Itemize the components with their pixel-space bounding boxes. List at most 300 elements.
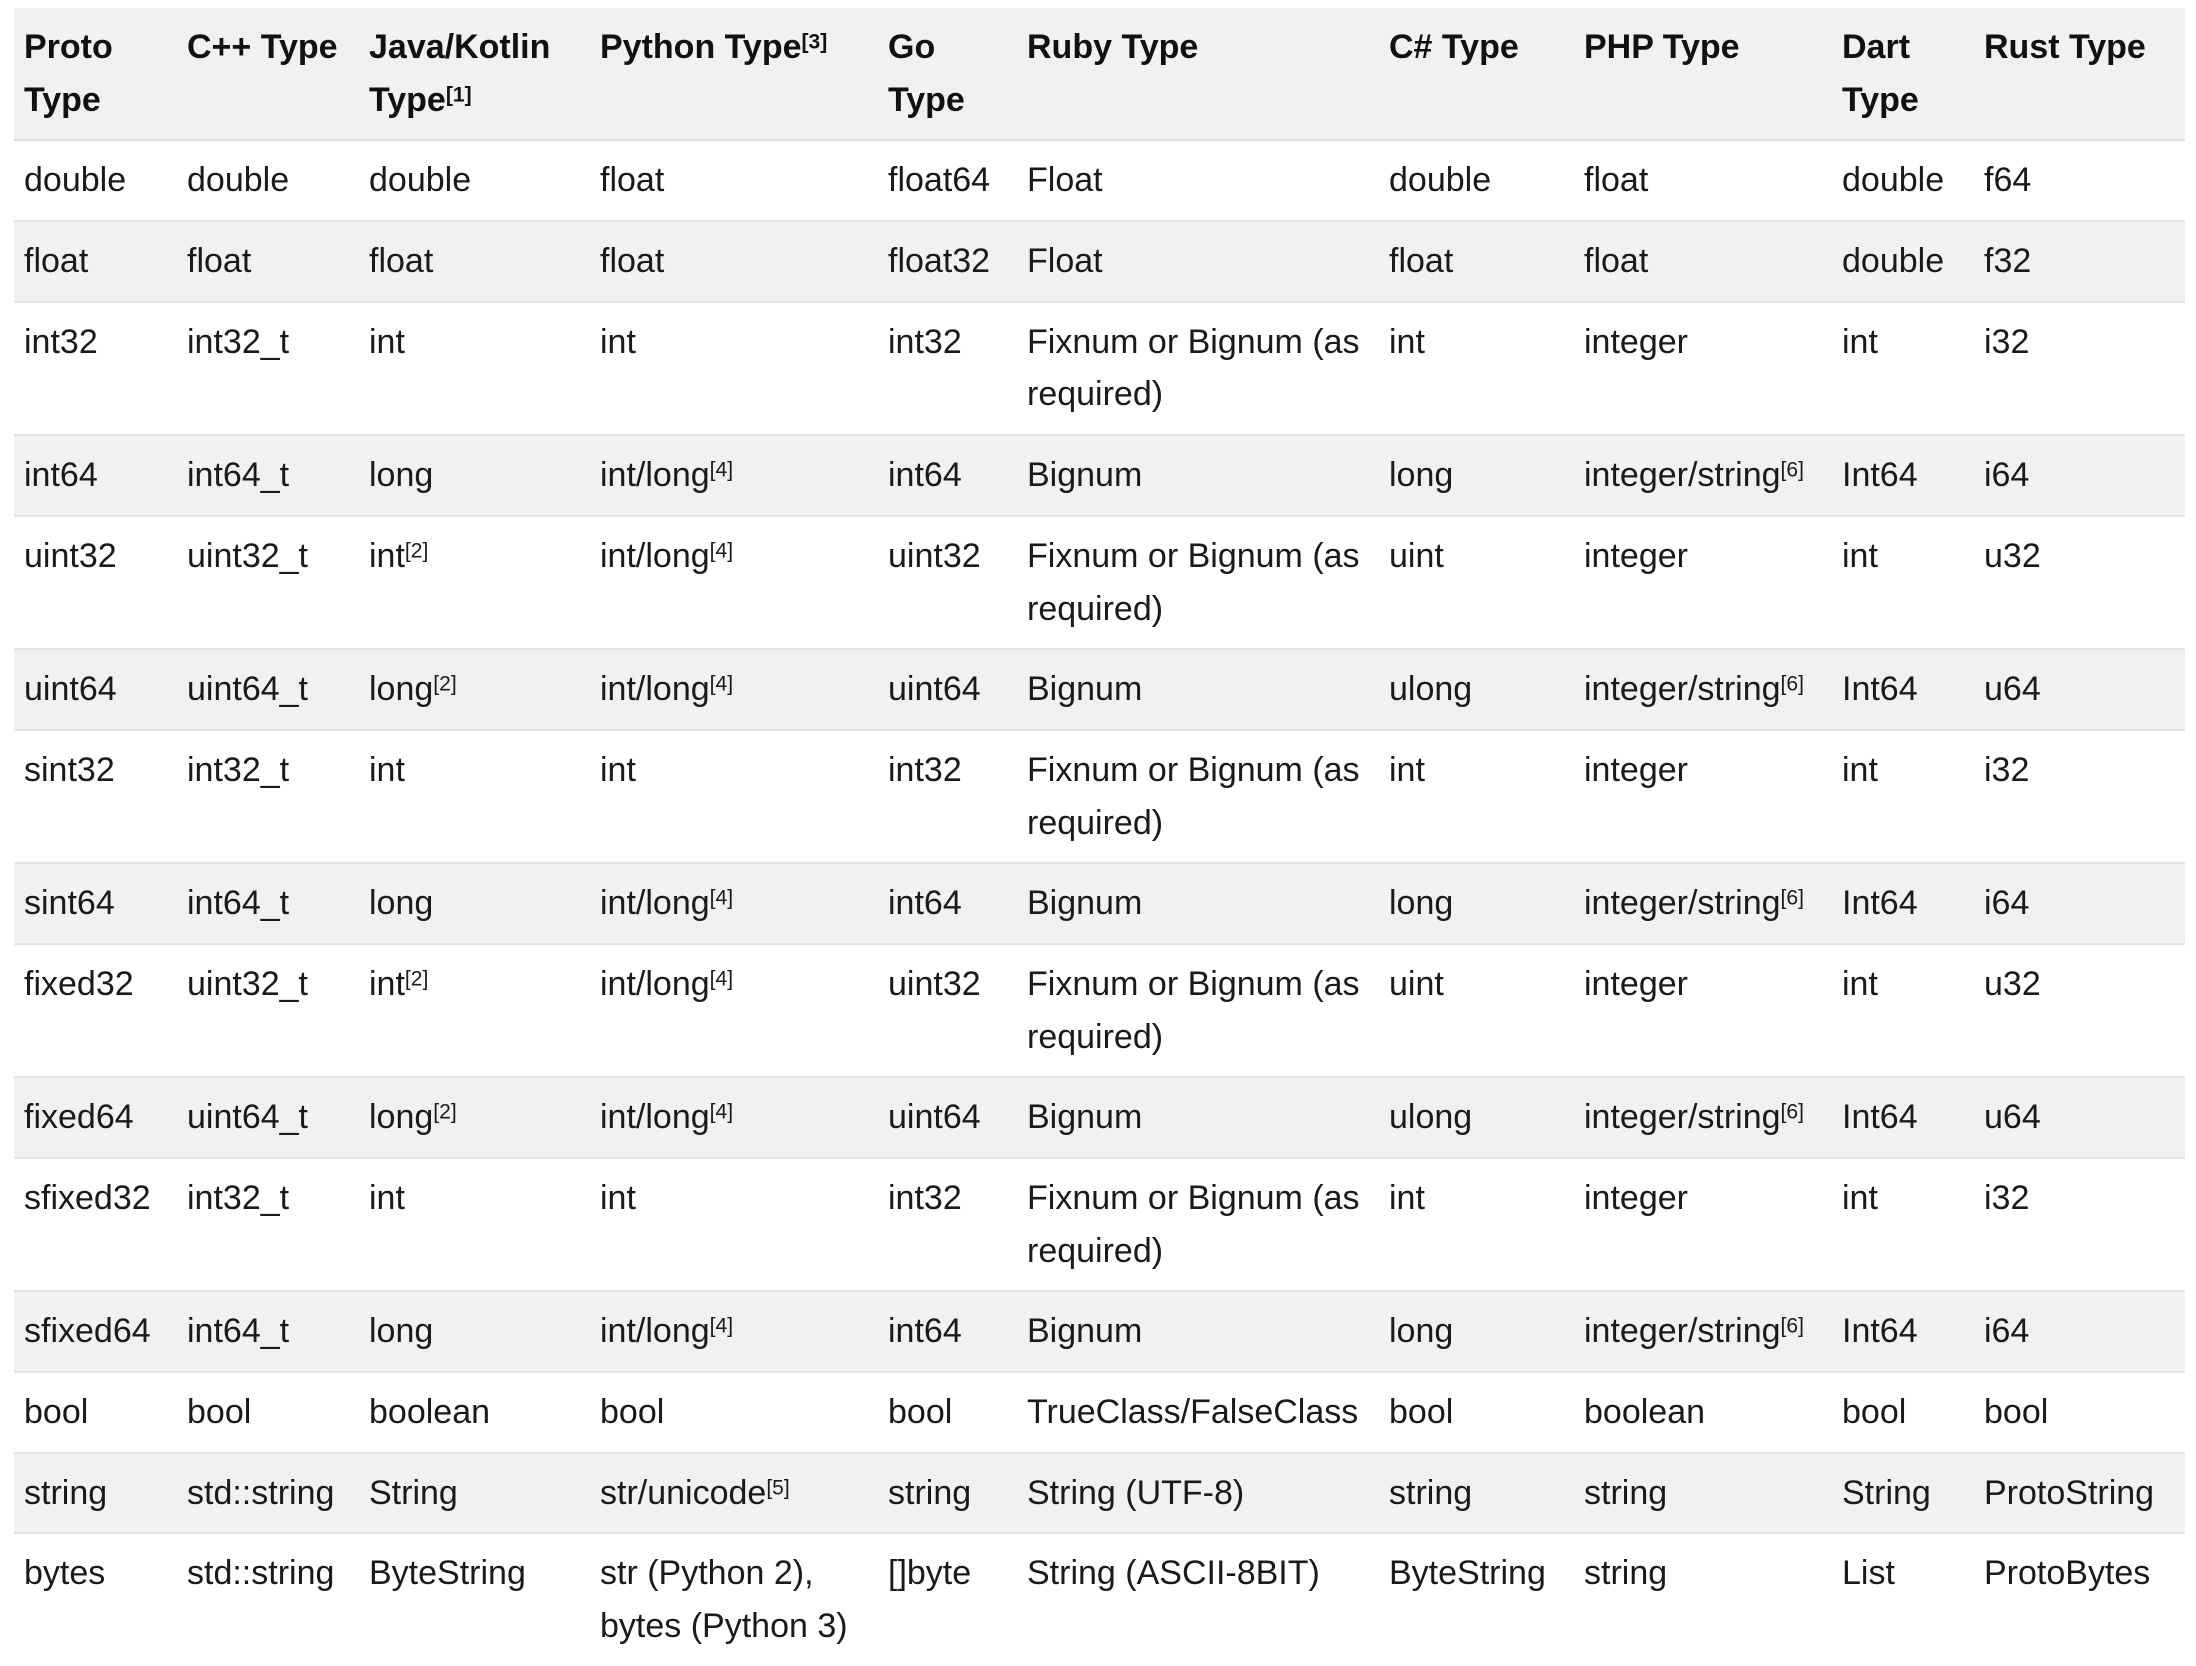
cell-text: int (369, 1179, 405, 1217)
body-cell (1832, 730, 1974, 863)
body-cell (1974, 863, 2185, 944)
header-cell (359, 8, 590, 140)
footnote-link[interactable]: [4] (709, 967, 734, 991)
footnote-link[interactable]: [6] (1780, 672, 1804, 696)
cell-text: float (369, 242, 434, 281)
cell-text: List (1842, 1554, 1895, 1593)
body-cell (177, 1533, 359, 1665)
body-cell (1379, 1158, 1574, 1291)
cell-text: uint64 (24, 670, 117, 709)
header-cell (1017, 8, 1379, 140)
body-cell (590, 140, 878, 221)
cell-text: int (1389, 1179, 1425, 1217)
body-cell (1574, 649, 1832, 730)
cell-text: uint32 (888, 536, 981, 575)
body-cell (590, 863, 878, 944)
cell-text: long (369, 670, 434, 709)
cell-text: u64 (1984, 670, 2041, 709)
footnote-link[interactable]: [3] (801, 30, 828, 54)
body-cell (1832, 863, 1974, 944)
cell-text: long (369, 884, 434, 923)
body-cell (1574, 1291, 1832, 1372)
cell-text: double (1842, 161, 1945, 200)
cell-text: integer/string (1584, 1312, 1781, 1351)
body-cell (1832, 302, 1974, 435)
cell-text: Bignum (1027, 1312, 1143, 1351)
footnote-link[interactable]: [4] (709, 1100, 734, 1124)
body-cell (14, 1453, 177, 1534)
cell-text: f64 (1984, 161, 2032, 200)
body-cell (1379, 140, 1574, 221)
cell-text: double (24, 161, 127, 200)
body-cell (878, 140, 1017, 221)
cell-text: bool (1842, 1393, 1907, 1432)
table-row-sfixed64 (14, 1291, 2185, 1372)
cell-text: int/long (600, 964, 710, 1003)
body-cell (359, 140, 590, 221)
cell-text: int32_t (187, 750, 290, 789)
cell-text: long (1389, 884, 1454, 923)
cell-text: i64 (1984, 1312, 2030, 1351)
cell-text: i32 (1984, 750, 2030, 789)
cell-text: Bignum (1027, 456, 1143, 495)
header-label: Dart Type (1842, 28, 1919, 119)
body-cell (359, 1291, 590, 1372)
body-cell (1017, 221, 1379, 302)
cell-text: bool (1389, 1393, 1454, 1432)
cell-text: double (369, 161, 472, 200)
body-cell (1574, 516, 1832, 649)
table-row-sint64 (14, 863, 2185, 944)
footnote-link[interactable]: [1] (445, 83, 472, 107)
cell-text: int32 (888, 750, 962, 789)
cell-text: int64_t (187, 1312, 290, 1351)
body-cell (1832, 1291, 1974, 1372)
body-cell (1974, 435, 2185, 516)
footnote-link[interactable]: [4] (709, 458, 734, 482)
body-cell (177, 944, 359, 1077)
table-row-fixed64 (14, 1077, 2185, 1158)
footnote-link[interactable]: [4] (709, 672, 734, 696)
cell-text: Int64 (1842, 1098, 1918, 1137)
body-cell (1832, 1372, 1974, 1453)
body-cell (1974, 1077, 2185, 1158)
body-cell (1974, 1453, 2185, 1534)
cell-text: ProtoBytes (1984, 1554, 2151, 1593)
body-cell (359, 221, 590, 302)
cell-text: std::string (187, 1554, 335, 1593)
cell-text: float32 (888, 242, 991, 281)
cell-text: float (600, 242, 665, 281)
body-cell (359, 435, 590, 516)
table-row-uint64 (14, 649, 2185, 730)
body-cell (590, 302, 878, 435)
cell-text: u32 (1984, 536, 2041, 575)
header-cell (177, 8, 359, 140)
cell-text: float (24, 242, 89, 281)
body-cell (1017, 516, 1379, 649)
table-row-bool (14, 1372, 2185, 1453)
body-cell (14, 302, 177, 435)
body-cell (1974, 1291, 2185, 1372)
cell-text: int/long (600, 670, 710, 709)
body-cell (14, 1077, 177, 1158)
body-cell (1974, 944, 2185, 1077)
cell-text: string (1389, 1473, 1473, 1512)
body-cell (1017, 1291, 1379, 1372)
cell-text: int32 (888, 1179, 962, 1217)
body-cell (878, 435, 1017, 516)
footnote-link[interactable]: [4] (709, 539, 734, 563)
body-cell (1832, 221, 1974, 302)
body-cell (1017, 1372, 1379, 1453)
cell-text: long (369, 1098, 434, 1137)
cell-text: int (369, 322, 405, 361)
body-cell (177, 140, 359, 221)
body-cell (1574, 863, 1832, 944)
body-cell (1832, 1533, 1974, 1665)
cell-text: int32 (24, 322, 98, 361)
body-cell (878, 649, 1017, 730)
header-label: C++ Type (187, 28, 338, 66)
header-cell (1974, 8, 2185, 140)
body-cell (1832, 1077, 1974, 1158)
body-cell (14, 516, 177, 649)
body-cell (1017, 140, 1379, 221)
cell-text: boolean (1584, 1393, 1706, 1432)
footnote-link[interactable]: [6] (1780, 1100, 1804, 1124)
cell-text: std::string (187, 1473, 335, 1512)
body-cell (177, 435, 359, 516)
cell-text: int64 (24, 456, 98, 495)
cell-text: f32 (1984, 242, 2032, 281)
body-cell (878, 1372, 1017, 1453)
body-cell (177, 1453, 359, 1534)
body-cell (359, 730, 590, 863)
body-cell (1379, 863, 1574, 944)
cell-text: Bignum (1027, 884, 1143, 923)
table-row-uint32 (14, 516, 2185, 649)
cell-text: int (1389, 322, 1425, 361)
cell-text: bytes (24, 1554, 106, 1593)
cell-text: float (187, 242, 252, 281)
cell-text: int (600, 322, 636, 361)
cell-text: int64_t (187, 456, 290, 495)
body-cell (1017, 302, 1379, 435)
body-cell (177, 1077, 359, 1158)
body-cell (1974, 302, 2185, 435)
cell-text: int (600, 750, 636, 789)
cell-text: integer/string (1584, 670, 1781, 709)
table-row-string (14, 1453, 2185, 1534)
body-cell (177, 221, 359, 302)
body-cell (1574, 1372, 1832, 1453)
cell-text: double (1389, 161, 1492, 200)
footnote-link[interactable]: [4] (709, 1314, 734, 1338)
cell-text: uint (1389, 536, 1444, 575)
body-cell (1379, 302, 1574, 435)
body-cell (177, 863, 359, 944)
body-cell (177, 1372, 359, 1453)
header-label: Proto Type (24, 28, 113, 119)
body-cell (177, 302, 359, 435)
cell-text: String (UTF-8) (1027, 1473, 1245, 1512)
cell-text: integer/string (1584, 456, 1781, 495)
table-row-double (14, 140, 2185, 221)
body-cell (1017, 730, 1379, 863)
body-cell (1379, 1453, 1574, 1534)
body-cell (14, 730, 177, 863)
body-cell (14, 649, 177, 730)
body-cell (1574, 302, 1832, 435)
cell-text: uint32 (888, 964, 981, 1003)
body-cell (1017, 863, 1379, 944)
cell-text: Int64 (1842, 884, 1918, 923)
cell-text: float (1584, 242, 1649, 281)
body-cell (1017, 1533, 1379, 1665)
body-cell (1574, 730, 1832, 863)
body-cell (1574, 1077, 1832, 1158)
cell-text: integer (1584, 536, 1688, 575)
cell-text: Int64 (1842, 456, 1918, 495)
cell-text: long (1389, 456, 1454, 495)
header-cell (590, 8, 878, 140)
cell-text: int64_t (187, 884, 290, 923)
body-cell (1974, 140, 2185, 221)
cell-text: []byte (888, 1554, 972, 1593)
body-cell (1379, 944, 1574, 1077)
cell-text: int/long (600, 1098, 710, 1137)
body-cell (359, 863, 590, 944)
cell-text: Fixnum or Bignum (as required) (1027, 1179, 1360, 1270)
body-cell (1974, 649, 2185, 730)
cell-text: ulong (1389, 670, 1473, 709)
body-cell (359, 944, 590, 1077)
body-cell (1832, 944, 1974, 1077)
body-cell (590, 221, 878, 302)
cell-text: bool (600, 1393, 665, 1432)
cell-text: float (1584, 161, 1649, 200)
footnote-link[interactable]: [2] (404, 967, 429, 991)
body-cell (14, 1372, 177, 1453)
body-cell (1017, 944, 1379, 1077)
cell-text: bool (888, 1393, 953, 1432)
cell-text: int64 (888, 884, 962, 923)
footnote-link[interactable]: [6] (1780, 458, 1804, 482)
header-label: Python Type (600, 28, 802, 66)
body-cell (878, 863, 1017, 944)
cell-text: Bignum (1027, 1098, 1143, 1137)
body-cell (1017, 649, 1379, 730)
cell-text: Fixnum or Bignum (as required) (1027, 750, 1360, 842)
cell-text: bool (24, 1393, 89, 1432)
cell-text: int (1842, 1179, 1878, 1217)
cell-text: double (187, 161, 290, 200)
cell-text: Fixnum or Bignum (as required) (1027, 322, 1360, 414)
body-cell (359, 302, 590, 435)
cell-text: integer (1584, 750, 1688, 789)
body-cell (1574, 140, 1832, 221)
body-cell (1574, 435, 1832, 516)
cell-text: sint32 (24, 750, 115, 789)
body-cell (878, 302, 1017, 435)
cell-text: Fixnum or Bignum (as required) (1027, 964, 1360, 1056)
cell-text: int (1842, 964, 1878, 1003)
body-cell (1379, 1372, 1574, 1453)
cell-text: int64 (888, 456, 962, 495)
header-label: Go Type (888, 28, 965, 119)
cell-text: integer/string (1584, 1098, 1781, 1137)
cell-text: long (369, 456, 434, 495)
cell-text: integer (1584, 964, 1688, 1003)
body-cell (1574, 221, 1832, 302)
cell-text: String (1842, 1473, 1931, 1512)
cell-text: TrueClass/FalseClass (1027, 1393, 1359, 1432)
cell-text: uint32 (24, 536, 117, 575)
body-cell (14, 221, 177, 302)
body-cell (878, 1077, 1017, 1158)
cell-text: boolean (369, 1393, 491, 1432)
body-cell (1832, 516, 1974, 649)
cell-text: u64 (1984, 1098, 2041, 1137)
table-body (14, 140, 2185, 1665)
cell-text: str (Python 2), bytes (Python 3) (600, 1554, 848, 1646)
cell-text: ByteString (369, 1554, 526, 1593)
body-cell (1379, 1533, 1574, 1665)
cell-text: string (1584, 1554, 1668, 1593)
body-cell (1974, 1158, 2185, 1291)
body-cell (1832, 140, 1974, 221)
cell-text: int32_t (187, 1179, 290, 1217)
header-label: PHP Type (1584, 28, 1740, 66)
body-cell (878, 516, 1017, 649)
body-cell (1832, 435, 1974, 516)
header-label: Java/Kotlin Type (369, 28, 551, 119)
cell-text: i64 (1984, 884, 2030, 923)
cell-text: int/long (600, 536, 710, 575)
body-cell (1574, 944, 1832, 1077)
table-row-bytes (14, 1533, 2185, 1665)
footnote-link[interactable]: [6] (1780, 886, 1804, 910)
body-cell (590, 1291, 878, 1372)
header-label: C# Type (1389, 28, 1519, 66)
cell-text: ByteString (1389, 1554, 1546, 1593)
footnote-link[interactable]: [2] (433, 672, 457, 696)
footnote-link[interactable]: [2] (433, 1100, 457, 1124)
body-cell (1574, 1533, 1832, 1665)
body-cell (359, 1372, 590, 1453)
body-cell (1379, 435, 1574, 516)
body-cell (1574, 1453, 1832, 1534)
cell-text: sint64 (24, 884, 115, 923)
cell-text: float (1389, 242, 1454, 281)
footnote-link[interactable]: [6] (1780, 1314, 1804, 1338)
cell-text: int (1842, 536, 1878, 575)
cell-text: int/long (600, 456, 710, 495)
header-cell (1379, 8, 1574, 140)
cell-text: uint64 (888, 1098, 981, 1137)
cell-text: fixed32 (24, 964, 134, 1003)
body-cell (1017, 435, 1379, 516)
cell-text: str/unicode (600, 1473, 767, 1512)
body-cell (590, 435, 878, 516)
cell-text: sfixed32 (24, 1179, 151, 1217)
cell-text: uint64 (888, 670, 981, 709)
body-cell (177, 649, 359, 730)
cell-text: ulong (1389, 1098, 1473, 1137)
body-cell (878, 1453, 1017, 1534)
cell-text: uint64_t (187, 1098, 308, 1137)
body-cell (878, 221, 1017, 302)
cell-text: Float (1027, 242, 1103, 281)
body-cell (177, 1291, 359, 1372)
cell-text: Int64 (1842, 670, 1918, 709)
body-cell (14, 863, 177, 944)
header-cell (1832, 8, 1974, 140)
header-cell (14, 8, 177, 140)
body-cell (1379, 516, 1574, 649)
footnote-link[interactable]: [4] (709, 886, 734, 910)
header-cell (1574, 8, 1832, 140)
body-cell (590, 1372, 878, 1453)
cell-text: int (369, 750, 405, 789)
cell-text: integer (1584, 1179, 1688, 1217)
cell-text: string (1584, 1473, 1668, 1512)
cell-text: long (1389, 1312, 1454, 1351)
body-cell (14, 435, 177, 516)
body-cell (359, 1533, 590, 1665)
body-cell (590, 1077, 878, 1158)
cell-text: uint32_t (187, 536, 308, 575)
body-cell (878, 1533, 1017, 1665)
table-row-float (14, 221, 2185, 302)
body-cell (878, 1291, 1017, 1372)
header-row (14, 8, 2185, 140)
body-cell (1974, 1533, 2185, 1665)
body-cell (1832, 1158, 1974, 1291)
body-cell (14, 1533, 177, 1665)
footnote-link[interactable]: [5] (766, 1476, 790, 1500)
body-cell (878, 1158, 1017, 1291)
body-cell (590, 944, 878, 1077)
body-cell (1574, 1158, 1832, 1291)
body-cell (177, 516, 359, 649)
body-cell (14, 1291, 177, 1372)
footnote-link[interactable]: [2] (404, 539, 429, 563)
cell-text: int32_t (187, 322, 290, 361)
body-cell (1832, 649, 1974, 730)
body-cell (1379, 649, 1574, 730)
table-header (14, 8, 2185, 140)
cell-text: sfixed64 (24, 1312, 151, 1351)
cell-text: bool (187, 1393, 252, 1432)
body-cell (1974, 1372, 2185, 1453)
cell-text: uint (1389, 964, 1444, 1003)
body-cell (1017, 1158, 1379, 1291)
table-row-int64 (14, 435, 2185, 516)
body-cell (177, 730, 359, 863)
cell-text: int64 (888, 1312, 962, 1351)
cell-text: int (369, 964, 405, 1003)
body-cell (878, 944, 1017, 1077)
cell-text: uint32_t (187, 964, 308, 1003)
body-cell (590, 1453, 878, 1534)
cell-text: fixed64 (24, 1098, 134, 1137)
table-row-int32 (14, 302, 2185, 435)
cell-text: integer (1584, 322, 1688, 361)
cell-text: float (600, 161, 665, 200)
body-cell (1017, 1077, 1379, 1158)
